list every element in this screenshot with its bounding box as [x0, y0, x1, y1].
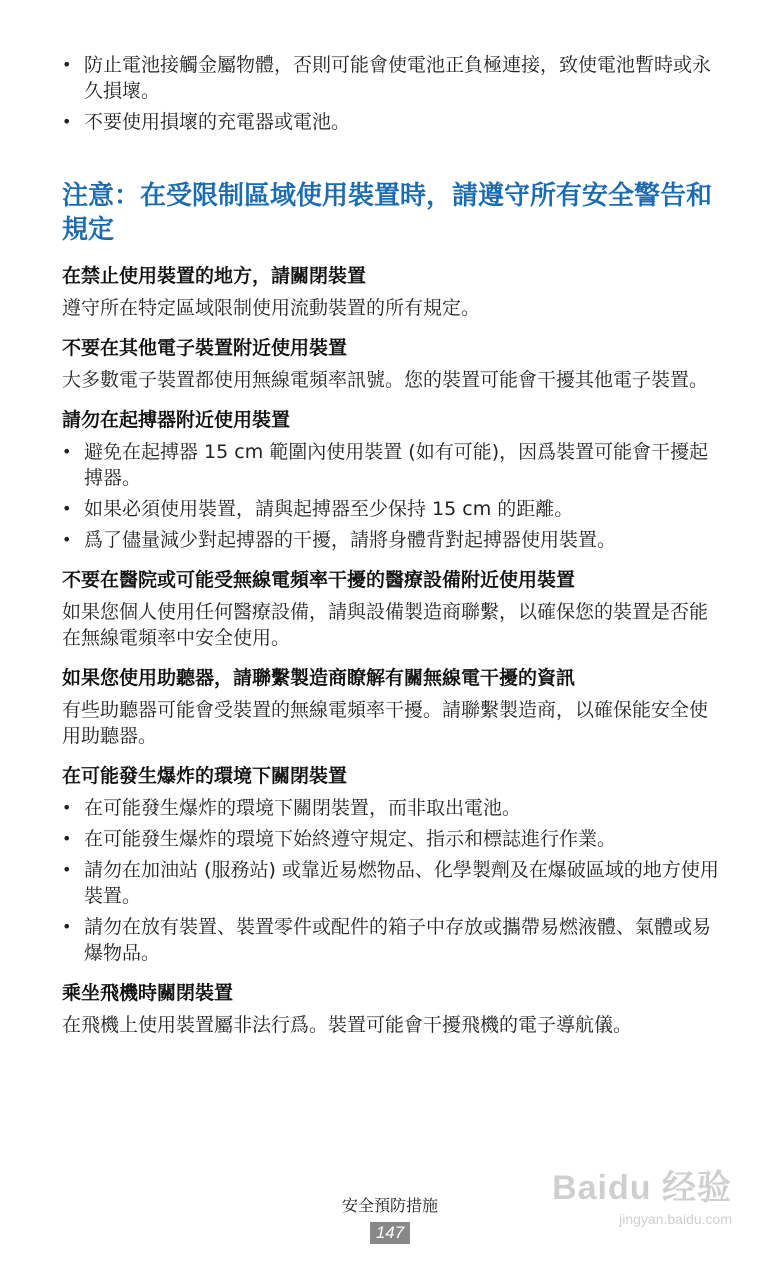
block-heading: 在禁止使用裝置的地方，請關閉裝置 — [62, 265, 367, 287]
page-number: 147 — [370, 1222, 410, 1244]
footer-section-name: 安全預防措施 — [341, 1196, 438, 1215]
block-heading: 請勿在起搏器附近使用裝置 — [62, 409, 291, 431]
block-pacemaker — [62, 407, 722, 553]
block-hospital — [62, 567, 722, 651]
list-item: • 在可能發生爆炸的環境下關閉裝置，而非取出電池。 — [62, 795, 722, 821]
list-item: • 避免在起搏器 15 cm 範圍內使用裝置 (如有可能)，因爲裝置可能會干擾起搏器。 — [62, 439, 722, 491]
block-electronic-devices — [62, 335, 722, 393]
block-heading: 在可能發生爆炸的環境下關閉裝置 — [62, 765, 348, 787]
list-item: • 如果必須使用裝置，請與起搏器至少保持 15 cm 的距離。 — [62, 496, 722, 522]
block-explosive-environment — [62, 763, 722, 966]
page-content — [62, 52, 722, 1052]
top-bullet-list — [62, 52, 722, 135]
section-title: 注意：在受限制區域使用裝置時，請遵守所有安全警告和規定 — [62, 181, 713, 245]
block-heading: 不要在醫院或可能受無線電頻率干擾的醫療設備附近使用裝置 — [62, 569, 576, 591]
block-heading: 如果您使用助聽器，請聯繫製造商瞭解有關無線電干擾的資訊 — [62, 667, 576, 689]
block-text: 遵守所在特定區域限制使用流動裝置的所有規定。 — [62, 297, 481, 319]
list-item: • 請勿在加油站 (服務站) 或靠近易燃物品、化學製劑及在爆破區域的地方使用裝置。 — [62, 857, 722, 909]
bullet-list — [62, 795, 722, 966]
block-heading: 乘坐飛機時關閉裝置 — [62, 982, 234, 1004]
block-text: 在飛機上使用裝置屬非法行爲。裝置可能會干擾飛機的電子導航儀。 — [62, 1014, 633, 1036]
list-item: • 不要使用損壞的充電器或電池。 — [62, 109, 722, 135]
list-item: • 防止電池接觸金屬物體，否則可能會使電池正負極連接，致使電池暫時或永久損壞。 — [62, 52, 722, 104]
watermark-logo: Baidu 经验 — [552, 1169, 732, 1207]
list-item: • 請勿在放有裝置、裝置零件或配件的箱子中存放或攜帶易燃液體、氣體或易爆物品。 — [62, 914, 722, 966]
list-item: • 爲了儘量減少對起搏器的干擾，請將身體背對起搏器使用裝置。 — [62, 527, 722, 553]
block-text: 有些助聽器可能會受裝置的無線電頻率干擾。請聯繫製造商，以確保能安全使用助聽器。 — [62, 699, 709, 747]
list-item: • 在可能發生爆炸的環境下始終遵守規定、指示和標誌進行作業。 — [62, 826, 722, 852]
block-text: 如果您個人使用任何醫療設備，請與設備製造商聯繫，以確保您的裝置是否能在無線電頻率中安全使用。 — [62, 601, 709, 649]
block-text: 大多數電子裝置都使用無線電頻率訊號。您的裝置可能會干擾其他電子裝置。 — [62, 369, 709, 391]
block-airplane — [62, 980, 722, 1038]
block-hearing-aid — [62, 665, 722, 749]
block-restricted-areas — [62, 263, 722, 321]
block-heading: 不要在其他電子裝置附近使用裝置 — [62, 337, 348, 359]
bullet-list — [62, 439, 722, 553]
watermark — [552, 1160, 732, 1227]
watermark-url: jingyan.baidu.com — [619, 1211, 732, 1227]
